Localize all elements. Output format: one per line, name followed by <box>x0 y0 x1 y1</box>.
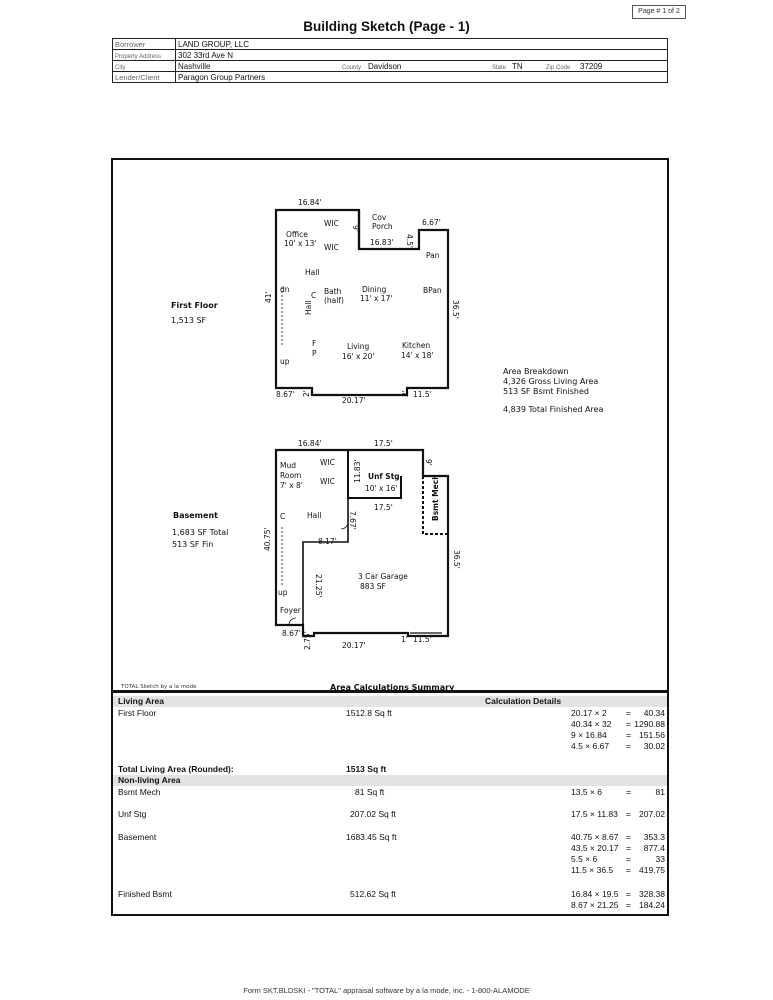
mud-size: 7' x 8' <box>280 481 303 490</box>
foyer-label: Foyer <box>280 606 301 615</box>
finished-bsmt-calc-val: 184.24 <box>639 900 665 910</box>
ff-calc-val: 1290.88 <box>634 719 665 729</box>
bs-closet: C <box>280 512 286 521</box>
finished-bsmt-calc-val: 328.38 <box>639 889 665 899</box>
bsmt-mech-calc-eq: = <box>626 787 631 797</box>
mud-label: Mud <box>280 461 296 470</box>
city-label: City <box>115 64 126 71</box>
bsmt-mech-label: Bsmt Mech <box>431 474 440 521</box>
ff-calc-expr: 40.34 × 32 <box>571 719 612 729</box>
ff-calc-val: 151.56 <box>639 730 665 740</box>
bs-wic-1: WIC <box>320 458 335 467</box>
floor-plan-drawing <box>113 160 667 691</box>
pan-label: Pan <box>426 251 440 260</box>
unf-stg-sqft: 207.02 Sq ft <box>350 809 396 819</box>
living-label: Living <box>347 342 370 351</box>
kitchen-size: 14' x 18' <box>401 351 434 360</box>
bsmt-mech-name: Bsmt Mech <box>118 787 161 797</box>
ff-dim-wic: 9' <box>351 225 360 232</box>
basement-calc-eq: = <box>626 832 631 842</box>
nonliving-area-header <box>113 775 667 786</box>
first-floor-summary <box>171 301 218 325</box>
borrower-value: LAND GROUP, LLC <box>178 39 249 49</box>
summary-title: Area Calculations Summary <box>330 683 455 691</box>
zip-value: 37209 <box>580 61 603 71</box>
ff-dim-left: 41' <box>264 291 273 303</box>
ff-calc-expr: 20.17 × 2 <box>571 708 607 718</box>
ff-dim-step-left: 2' <box>302 390 311 397</box>
basement-sqft: 1683.45 Sq ft <box>346 832 397 842</box>
total-living-label: Total Living Area (Rounded): <box>118 764 234 774</box>
ff-dim-porch-right: 6.67' <box>422 218 441 227</box>
finished-bsmt-calc-expr: 8.67 × 21.25 <box>571 900 619 910</box>
bs-hall: Hall <box>307 511 322 520</box>
bs-dim-right: 36.5' <box>452 550 461 569</box>
basement-calc-eq: = <box>626 843 631 853</box>
basement-calc-expr: 40.75 × 8.67 <box>571 832 619 842</box>
nonliving-heading: Non-living Area <box>118 775 181 785</box>
unf-stg-size: 10' x 16' <box>365 484 398 493</box>
state-value: TN <box>512 61 523 71</box>
garage-area: 883 SF <box>360 582 386 591</box>
bs-dim-top-right: 17.5' <box>374 439 393 448</box>
ff-calc-val: 30.02 <box>643 741 665 751</box>
address-value: 302 33rd Ave N <box>178 50 234 60</box>
ff-dim-right: 36.5' <box>451 300 460 319</box>
basement-plan <box>276 450 448 636</box>
city-value: Nashville <box>178 61 211 71</box>
bpan-label: BPan <box>423 286 442 295</box>
office-size: 10' x 13' <box>284 239 317 248</box>
basement-calc-expr: 11.5 × 36.5 <box>571 865 614 875</box>
finished-bsmt-calc-eq: = <box>626 900 631 910</box>
borrower-label: Borrower <box>115 39 146 49</box>
ff-calc-eq: = <box>626 741 631 751</box>
bs-dim-275: 2.75' <box>303 631 312 650</box>
kitchen-label: Kitchen <box>402 341 431 350</box>
bs-dim-bottom: 20.17' <box>342 641 366 650</box>
area-calculations-table <box>111 690 669 916</box>
total-living-value: 1513 Sq ft <box>346 764 387 774</box>
ff-dim-bottom-left: 8.67' <box>276 390 295 399</box>
first-floor-sqft: 1512.8 Sq ft <box>346 708 392 718</box>
sketch-credit: TOTAL Sketch by a la mode <box>121 684 197 690</box>
finished-bsmt-name: Finished Bsmt <box>118 889 172 899</box>
sketch-area <box>111 158 669 693</box>
basement-calc-expr: 5.5 × 6 <box>571 854 598 864</box>
basement-title: Basement <box>173 511 218 520</box>
bs-dim-left: 40.75' <box>263 527 272 551</box>
ff-up: up <box>280 357 290 366</box>
bs-dim-top-left: 16.84' <box>298 439 322 448</box>
ff-hall-side: Hall <box>304 300 313 315</box>
unf-stg-label: Unf Stg <box>368 472 400 481</box>
bsmt-mech-calc-val: 81 <box>655 787 665 797</box>
bs-wic-2: WIC <box>320 477 335 486</box>
basement-calc-eq: = <box>626 854 631 864</box>
page-number: Page # 1 of 2 <box>632 5 686 19</box>
dining-label: Dining <box>362 285 387 294</box>
basement-labels <box>263 439 461 650</box>
dining-size: 11' x 17' <box>360 294 393 303</box>
cov-porch-label-1: Cov <box>372 213 387 222</box>
calc-details-heading: Calculation Details <box>485 696 562 706</box>
ff-calc-eq: = <box>626 730 631 740</box>
office-label: Office <box>286 230 308 239</box>
first-floor-name: First Floor <box>118 708 157 718</box>
bs-dim-867: 8.67' <box>282 629 301 638</box>
mud-room-label: Room <box>280 471 302 480</box>
bs-dim-9: 9' <box>424 459 433 466</box>
living-size: 16' x 20' <box>342 352 375 361</box>
ff-dim-step-right: 2' <box>401 390 410 397</box>
ff-calc-eq: = <box>626 719 631 729</box>
ff-calc-expr: 9 × 16.84 <box>571 730 607 740</box>
state-label: State <box>492 64 507 71</box>
basement-calc-val: 33 <box>655 854 665 864</box>
bs-dim-unf-bottom: 17.5' <box>374 503 393 512</box>
first-floor-area: 1,513 SF <box>171 316 207 325</box>
breakdown-total: 4,839 Total Finished Area <box>503 405 604 414</box>
ff-dim-bottom-right: 11.5' <box>413 390 432 399</box>
bs-dim-unf-side: 11.83' <box>353 459 362 483</box>
lender-value: Paragon Group Partners <box>178 72 266 82</box>
garage-label: 3 Car Garage <box>358 572 408 581</box>
bath-sub: (half) <box>324 296 344 305</box>
basement-calc-val: 353.3 <box>643 832 665 842</box>
county-value: Davidson <box>368 61 402 71</box>
breakdown-bsmt: 513 SF Bsmt Finished <box>503 387 589 396</box>
cov-porch-label-2: Porch <box>372 222 393 231</box>
form-footer: Form SKT.BLDSKI - "TOTAL" appraisal software by a la mode, inc. - 1-800-ALAMODE <box>243 986 530 995</box>
basement-calc-val: 419.75 <box>639 865 665 875</box>
address-label: Property Address <box>115 53 162 60</box>
bs-dim-767: 7.67' <box>348 511 357 530</box>
ff-calc-eq: = <box>626 708 631 718</box>
first-floor-title: First Floor <box>171 301 218 310</box>
breakdown-gla: 4,326 Gross Living Area <box>503 377 599 386</box>
fp-label-2: P <box>312 349 317 358</box>
fp-label-1: F <box>312 339 317 348</box>
finished-bsmt-calc-eq: = <box>626 889 631 899</box>
ff-wic-1: WIC <box>324 219 339 228</box>
bath-label: Bath <box>324 287 342 296</box>
area-breakdown <box>503 367 603 414</box>
subject-header-table <box>112 38 668 83</box>
basement-calc-eq: = <box>626 865 631 875</box>
ff-calc-val: 40.34 <box>643 708 665 718</box>
basement-calc-expr: 43.5 × 20.17 <box>571 843 619 853</box>
finished-bsmt-calc-expr: 16.84 × 19.5 <box>571 889 619 899</box>
unf-stg-calc-val: 207.02 <box>639 809 665 819</box>
ff-closet: C <box>311 291 317 300</box>
bsmt-mech-sqft: 81 Sq ft <box>355 787 385 797</box>
ff-wic-2: WIC <box>324 243 339 252</box>
unf-stg-calc-expr: 17.5 × 11.83 <box>571 809 618 819</box>
ff-dn: dn <box>280 285 290 294</box>
ff-dim-bottom: 20.17' <box>342 396 366 405</box>
bsmt-mech-calc-expr: 13.5 × 6 <box>571 787 602 797</box>
basement-total: 1,683 SF Total <box>172 528 229 537</box>
ff-dim-porch-bottom: 16.83' <box>370 238 394 247</box>
ff-dim-porch-side: 4.5' <box>405 234 414 248</box>
finished-bsmt-sqft: 512.62 Sq ft <box>350 889 396 899</box>
basement-calc-val: 877.4 <box>643 843 665 853</box>
ff-hall-top: Hall <box>305 268 320 277</box>
page-title: Building Sketch (Page - 1) <box>303 19 470 34</box>
zip-label: Zip Code <box>546 64 571 71</box>
unf-stg-calc-eq: = <box>626 809 631 819</box>
unf-stg-name: Unf Stg <box>118 809 147 819</box>
bs-dim-2125: 21.25' <box>314 574 323 598</box>
lender-label: Lender/Client <box>115 72 160 82</box>
living-area-heading: Living Area <box>118 696 164 706</box>
basement-name: Basement <box>118 832 157 842</box>
living-area-header <box>113 696 667 707</box>
basement-fin: 513 SF Fin <box>172 540 214 549</box>
bs-dim-817: 8.17' <box>318 537 337 546</box>
basement-summary <box>172 511 228 549</box>
ff-calc-expr: 4.5 × 6.67 <box>571 741 610 751</box>
bs-dim-bottom-right: 11.5' <box>413 635 432 644</box>
bs-dim-1: 1' <box>401 635 408 644</box>
ff-dim-top: 16.84' <box>298 198 322 207</box>
breakdown-title: Area Breakdown <box>503 367 569 376</box>
bs-up: up <box>278 588 288 597</box>
county-label: County <box>342 64 362 71</box>
